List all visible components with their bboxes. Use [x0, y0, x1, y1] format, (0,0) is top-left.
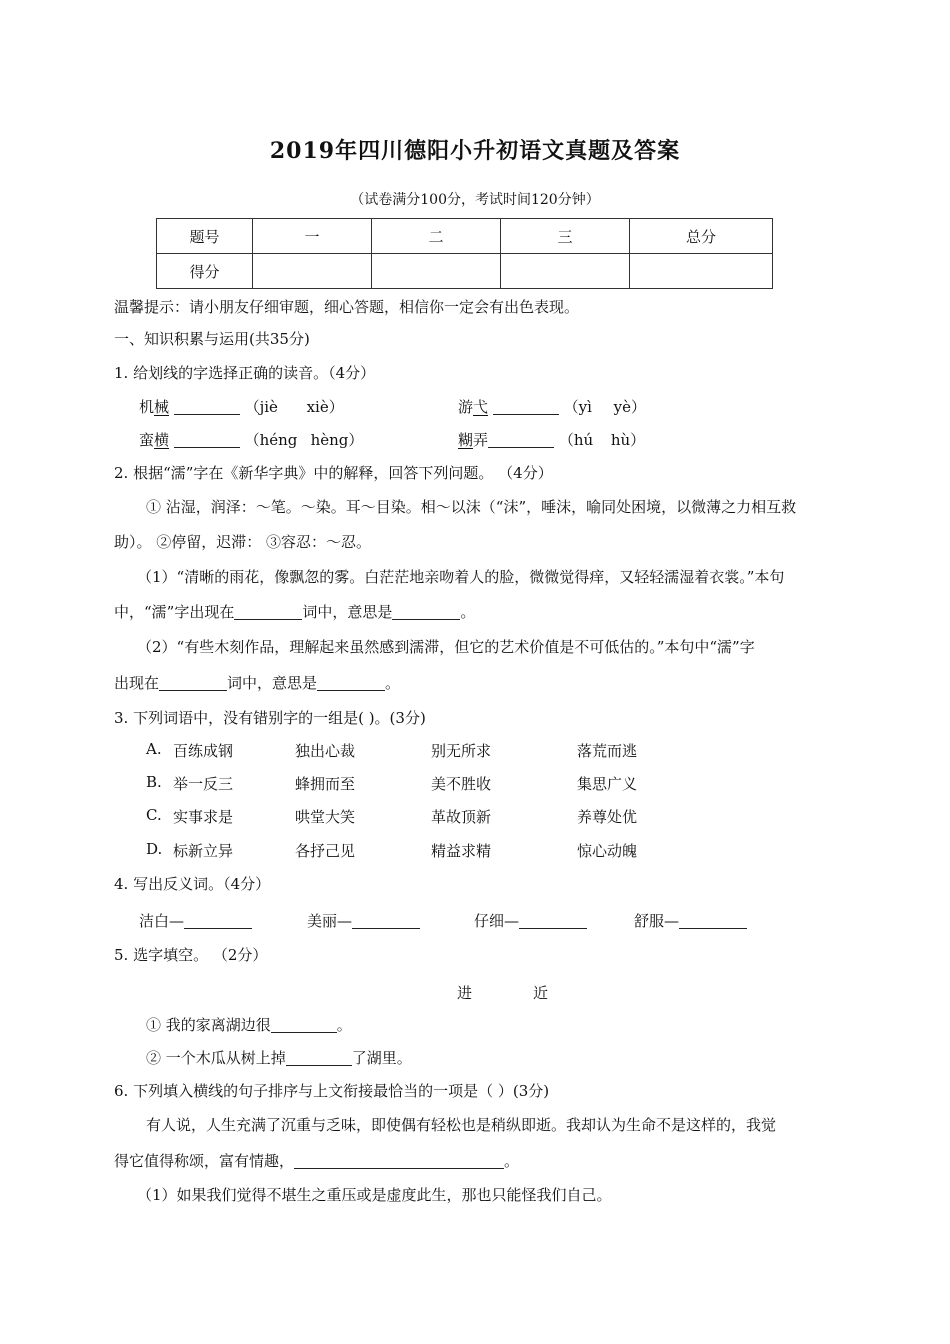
pinyin-option: （yì: [563, 398, 592, 416]
answer-blank[interactable]: [352, 913, 420, 929]
option-word: 革故顶新: [431, 808, 492, 826]
pinyin-option: （jiè: [244, 398, 278, 416]
answer-blank[interactable]: [286, 1050, 352, 1066]
sentence-text: 词中，意思是: [302, 603, 393, 621]
q1-item: [458, 429, 645, 450]
sentence-text: 中，“濡”字出现在: [114, 603, 235, 621]
option-letter: C.: [146, 806, 162, 824]
antonym-word: 美丽—: [307, 912, 353, 930]
antonym-item: [474, 910, 587, 931]
sentence-line: [114, 672, 400, 693]
option-word: 养尊处优: [577, 808, 638, 826]
answer-blank[interactable]: [294, 1153, 504, 1169]
answer-blank[interactable]: [174, 399, 240, 415]
section-heading: 一、知识积累与运用(共35分): [114, 330, 310, 348]
fill-sentence: [146, 1047, 412, 1068]
passage-text: 得它值得称颂，富有情趣，: [114, 1152, 295, 1170]
antonym-item: [139, 910, 252, 931]
antonym-item: [634, 910, 747, 931]
passage-text: 。: [504, 1152, 520, 1170]
definition-line: ① 沾湿，润泽：～笔。～染。耳～目染。相～以沫（“沫”，唾沫，喻同处困境，以微薄之力相互救: [146, 498, 797, 516]
pinyin-option: hù）: [610, 431, 646, 449]
answer-blank[interactable]: [317, 675, 385, 691]
option-word: 百练成钢: [173, 742, 234, 760]
sentence-text: 。: [336, 1016, 352, 1034]
option-letter: A.: [146, 740, 162, 758]
passage-line: [114, 1150, 519, 1171]
passage-line: 有人说，人生充满了沉重与乏味，即使偶有轻松也是稍纵即逝。我却认为生命不是这样的，我觉: [146, 1116, 777, 1134]
answer-blank[interactable]: [271, 1017, 337, 1033]
sentence-line: （1）“清晰的雨花，像飘忽的雾。白茫茫地亲吻着人的脸，微微觉得痒，又轻轻濡湿着衣裳。”本句: [137, 568, 785, 586]
option-word: 别无所求: [431, 742, 492, 760]
score-table: [156, 218, 773, 289]
antonym-word: 仔细—: [474, 912, 520, 930]
question-3-stem: 3. 下列词语中，没有错别字的一组是( )。(3分): [114, 709, 426, 727]
answer-blank[interactable]: [184, 913, 252, 929]
underlined-char: 弋: [473, 398, 489, 416]
sentence-text: ② 一个木瓜从树上掉: [146, 1049, 286, 1067]
question-4-stem: 4. 写出反义词。（4分）: [114, 875, 271, 893]
header-cell: 总分: [630, 219, 773, 254]
sentence-line: [114, 601, 475, 622]
answer-blank[interactable]: [174, 432, 240, 448]
option-word: 集思广义: [577, 775, 638, 793]
option-word: 独出心裁: [295, 742, 356, 760]
row-label-cell: 得分: [157, 254, 253, 289]
sentence-text: 出现在: [114, 674, 160, 692]
q1-item-text: 蛮: [139, 431, 155, 449]
sentence-text: 。: [385, 674, 401, 692]
q1-item-text: 游: [458, 398, 474, 416]
choice-char: 进: [457, 984, 473, 1002]
definition-line: 助）。 ②停留，迟滞： ③容忍：～忍。: [114, 533, 372, 551]
pinyin-option: yè）: [613, 398, 646, 416]
header-cell: 一: [253, 219, 372, 254]
score-table-score-row: [157, 254, 773, 289]
answer-blank[interactable]: [159, 675, 227, 691]
choice-char: 近: [533, 984, 549, 1002]
answer-blank[interactable]: [488, 432, 554, 448]
sentence-text: 了湖里。: [351, 1049, 412, 1067]
pinyin-option: xiè）: [306, 398, 344, 416]
pinyin-option: hèng）: [310, 431, 364, 449]
page-title: 2019年四川德阳小升初语文真题及答案: [269, 138, 681, 164]
pinyin-option: （héng: [244, 431, 298, 449]
header-cell: 二: [372, 219, 501, 254]
underlined-char: 横: [154, 431, 170, 449]
question-2-stem: 2. 根据“濡”字在《新华字典》中的解释，回答下列问题。 （4分）: [114, 464, 553, 482]
q1-item: [139, 429, 363, 450]
score-cell[interactable]: [372, 254, 501, 289]
q1-item: [458, 396, 646, 417]
underlined-char: 械: [154, 398, 170, 416]
pinyin-option: （hú: [558, 431, 594, 449]
score-table-header-row: [157, 219, 773, 254]
antonym-word: 舒服—: [634, 912, 680, 930]
sentence-option: （1）如果我们觉得不堪生之重压或是虚度此生，那也只能怪我们自己。: [137, 1186, 612, 1204]
answer-blank[interactable]: [679, 913, 747, 929]
option-letter: B.: [146, 773, 162, 791]
score-cell[interactable]: [253, 254, 372, 289]
answer-blank[interactable]: [392, 604, 460, 620]
option-word: 各抒己见: [295, 842, 356, 860]
header-cell: 题号: [157, 219, 253, 254]
fill-sentence: [146, 1014, 352, 1035]
option-word: 美不胜收: [431, 775, 492, 793]
score-cell[interactable]: [501, 254, 630, 289]
underlined-char: 糊: [458, 431, 474, 449]
option-word: 惊心动魄: [577, 842, 638, 860]
tip-text: 温馨提示：请小朋友仔细审题，细心答题，相信你一定会有出色表现。: [114, 298, 580, 316]
antonym-word: 洁白—: [139, 912, 185, 930]
exam-info: （试卷满分100分，考试时间120分钟）: [350, 192, 600, 208]
sentence-text: 。: [460, 603, 476, 621]
option-word: 实事求是: [173, 808, 234, 826]
q1-item-text: 弄: [473, 431, 489, 449]
option-letter: D.: [146, 840, 163, 858]
option-word: 举一反三: [173, 775, 234, 793]
score-cell[interactable]: [630, 254, 773, 289]
option-word: 蜂拥而至: [295, 775, 356, 793]
option-word: 标新立异: [173, 842, 234, 860]
sentence-text: 词中，意思是: [227, 674, 318, 692]
header-cell: 三: [501, 219, 630, 254]
option-word: 精益求精: [431, 842, 492, 860]
q1-item: [139, 396, 344, 417]
option-word: 落荒而逃: [577, 742, 638, 760]
question-1-stem: 1. 给划线的字选择正确的读音。（4分）: [114, 364, 376, 382]
antonym-item: [307, 910, 420, 931]
q1-item-text: 机: [139, 398, 155, 416]
sentence-line: （2）“有些木刻作品，理解起来虽然感到濡滞，但它的艺术价值是不可低估的。”本句中“濡”字: [137, 638, 755, 656]
question-6-stem: 6. 下列填入横线的句子排序与上文衔接最恰当的一项是（ ）(3分): [114, 1082, 550, 1100]
sentence-text: ① 我的家离湖边很: [146, 1016, 271, 1034]
answer-blank[interactable]: [519, 913, 587, 929]
question-5-stem: 5. 选字填空。 （2分）: [114, 946, 268, 964]
answer-blank[interactable]: [493, 399, 559, 415]
option-word: 哄堂大笑: [295, 808, 356, 826]
answer-blank[interactable]: [234, 604, 302, 620]
